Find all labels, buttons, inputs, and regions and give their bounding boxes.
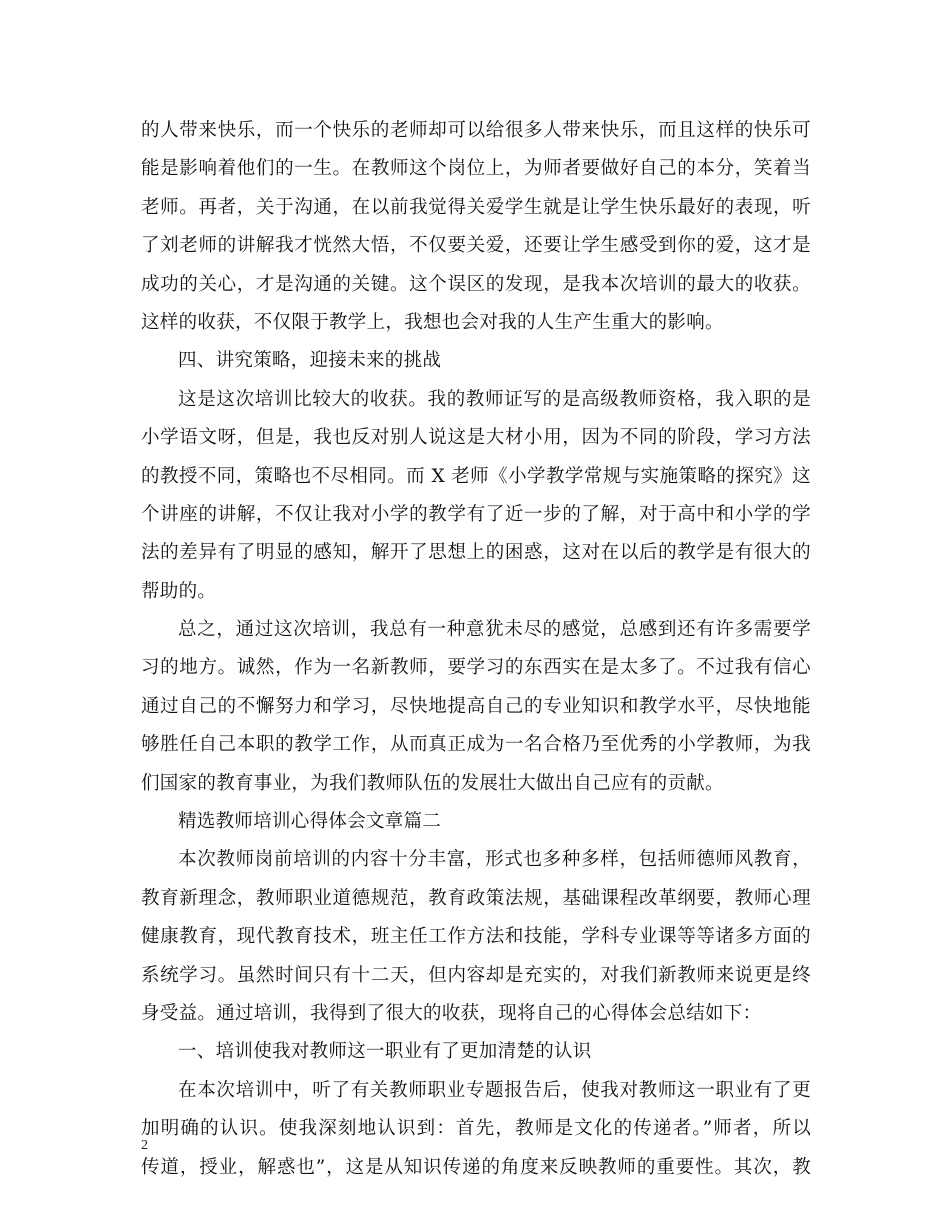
text-line: 这样的收获，不仅限于教学上，我想也会对我的人生产生重大的影响。	[141, 311, 724, 333]
text-line: 在本次培训中，听了有关教师职业专题报告后，使我对教师这一职业有了更	[178, 1079, 811, 1101]
text-line: 法的差异有了明显的感知，解开了思想上的困惑，这对在以后的教学是有很大的	[141, 542, 811, 564]
text-line: 这是这次培训比较大的收获。我的教师证写的是高级教师资格，我入职的是	[178, 388, 811, 410]
text-line: 一、培训使我对教师这一职业有了更加清楚的认识	[178, 1041, 592, 1063]
text-line: 成功的关心，才是沟通的关键。这个误区的发现，是我本次培训的最大的收获。	[141, 273, 811, 295]
text-line: 老师。再者，关于沟通，在以前我觉得关爱学生就是让学生快乐最好的表现，听	[141, 196, 811, 218]
text-line: 的人带来快乐，而一个快乐的老师却可以给很多人带来快乐，而且这样的快乐可	[141, 120, 811, 141]
text-line: 总之，通过这次培训，我总有一种意犹未尽的感觉，总感到还有许多需要学	[178, 619, 811, 641]
page-number: 2	[141, 1138, 148, 1153]
text-line: 了刘老师的讲解我才恍然大悟，不仅要关爱，还要让学生感受到你的爱，这才是	[141, 235, 811, 257]
text-line: 精选教师培训心得体会文章篇二	[178, 811, 442, 833]
text-line: 四、讲究策略，迎接未来的挑战	[178, 350, 442, 372]
text-line: 健康教育，现代教育技术，班主任工作方法和技能，学科专业课等等诸多方面的	[141, 926, 811, 948]
text-line: 小学语文呀，但是，我也反对别人说这是大材小用，因为不同的阶段，学习方法	[141, 427, 811, 449]
text-line: 够胜任自己本职的教学工作，从而真正成为一名合格乃至优秀的小学教师，为我	[141, 734, 811, 756]
text-line: 教育新理念，教师职业道德规范，教育政策法规，基础课程改革纲要，教师心理	[141, 887, 811, 909]
text-line: 能是影响着他们的一生。在教师这个岗位上，为师者要做好自己的本分，笑着当	[141, 158, 811, 180]
text-line: 本次教师岗前培训的内容十分丰富，形式也多种多样，包括师德师风教育，	[178, 849, 811, 871]
text-line: 的教授不同，策略也不尽相同。而 X 老师《小学教学常规与实施策略的探究》这	[141, 465, 811, 487]
text-line: 通过自己的不懈努力和学习，尽快地提高自己的专业知识和教学水平，尽快地能	[141, 695, 811, 717]
text-line: 系统学习。虽然时间只有十二天，但内容却是充实的，对我们新教师来说更是终	[141, 964, 811, 986]
text-line: 们国家的教育事业，为我们教师队伍的发展壮大做出自己应有的贡献。	[141, 772, 724, 794]
text-line: 身受益。通过培训，我得到了很大的收获，现将自己的心得体会总结如下：	[141, 1002, 762, 1024]
document-body	[141, 112, 811, 1187]
text-line: 传道，授业，解惑也”，这是从知识传递的角度来反映教师的重要性。其次，教	[141, 1156, 811, 1178]
text-line: 习的地方。诚然，作为一名新教师，要学习的东西实在是太多了。不过我有信心	[141, 657, 811, 679]
text-line: 帮助的。	[141, 580, 217, 602]
text-line: 加明确的认识。使我深刻地认识到：首先，教师是文化的传递者。”师者，所以	[141, 1118, 811, 1140]
text-line: 个讲座的讲解，不仅让我对小学的教学有了近一步的了解，对于高中和小学的学	[141, 503, 811, 525]
